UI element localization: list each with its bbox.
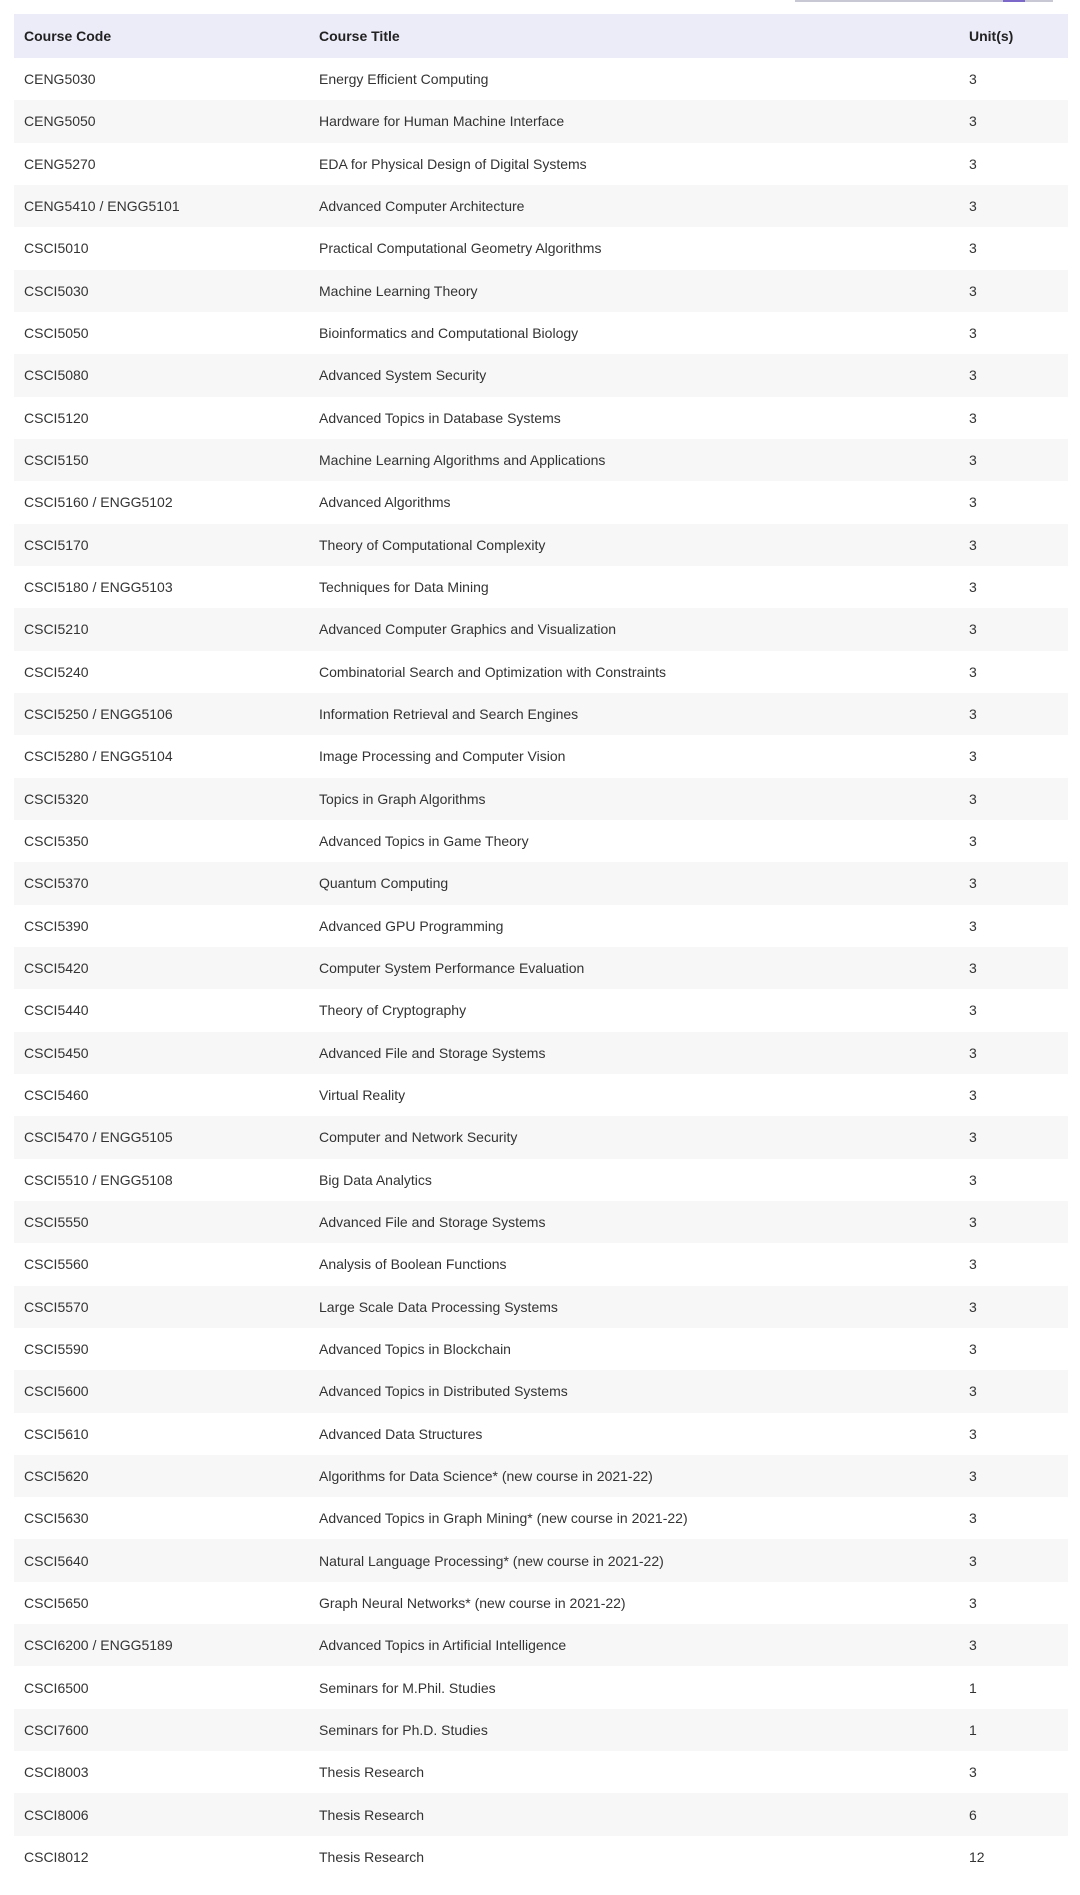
table-row [14,1032,1068,1074]
course-title-cell: Thesis Research [319,1764,425,1781]
course-units-cell: 3 [959,524,1068,566]
course-code-cell: CENG5410 / ENGG5101 [14,185,309,227]
table-row [14,100,1068,142]
course-title-cell: Advanced Topics in Blockchain [319,1341,511,1357]
course-title-cell: Advanced Topics in Graph Mining* (new course in 2021-22) [319,1510,688,1527]
course-code-cell: CSCI5180 / ENGG5103 [24,579,173,596]
course-code-cell: CSCI7600 [14,1709,309,1751]
course-units-cell: 3 [959,354,1068,396]
course-units-cell: 3 [969,833,977,850]
course-code-cell: CSCI5280 / ENGG5104 [24,748,173,765]
course-title-cell: Bioinformatics and Computational Biology [319,325,579,342]
course-code-cell: CSCI5640 [14,1539,309,1581]
course-code-cell: CSCI5160 / ENGG5102 [24,494,173,511]
course-units-cell: 3 [969,1425,977,1442]
table-row [14,1836,1068,1878]
course-code-cell: CSCI5320 [14,778,309,820]
table-row [14,1201,1068,1243]
table-row [14,566,1068,608]
course-code-cell: CSCI5390 [24,917,89,934]
course-title-cell: Advanced System Security [309,354,959,396]
course-title-cell: Advanced File and Storage Systems [309,1201,959,1243]
course-title-cell: Advanced Topics in Artificial Intelligence [309,1624,959,1666]
table-row [14,862,1068,904]
course-code-cell: CSCI5460 [24,1087,89,1104]
course-code-cell: CSCI5570 [14,1286,309,1328]
header-row [14,14,1068,58]
course-units-cell: 3 [959,1116,1068,1158]
course-table [14,14,1068,1878]
course-units-cell: 3 [959,1286,1068,1328]
course-code-cell: CSCI5210 [14,608,309,650]
table-row [14,1286,1068,1328]
table-row [14,1159,1068,1201]
table-body [14,58,1068,1878]
course-units-cell: 3 [959,693,1068,735]
header-course-code: Course Code [14,14,309,58]
course-title-cell: Computer System Performance Evaluation [309,947,959,989]
table-row [14,1666,1068,1708]
course-units-cell: 3 [959,1539,1068,1581]
course-units-cell: 3 [969,748,977,765]
table-row [14,1370,1068,1412]
course-title-cell: Thesis Research [319,1848,425,1865]
course-code-cell: CSCI5170 [14,524,309,566]
table-row [14,608,1068,650]
course-code-cell: CSCI5620 [14,1455,309,1497]
table-row [14,1116,1068,1158]
table-row [14,735,1068,777]
course-title-cell: Advanced Topics in Distributed Systems [309,1370,959,1412]
header-course-title: Course Title [309,14,959,58]
table-row [14,820,1068,862]
table-row [14,1243,1068,1285]
header-units: Unit(s) [959,14,1068,58]
course-units-cell: 1 [969,1679,977,1696]
course-title-cell: Graph Neural Networks* (new course in 2021-22) [319,1594,626,1611]
course-code-cell: CSCI6500 [24,1679,89,1696]
course-units-cell: 3 [969,1510,977,1527]
table-row [14,1539,1068,1581]
table-row [14,312,1068,354]
course-units-cell: 3 [969,409,977,426]
course-units-cell: 3 [969,155,977,172]
course-title-cell: Hardware for Human Machine Interface [309,100,959,142]
table-row [14,778,1068,820]
course-code-cell: CSCI5510 / ENGG5108 [24,1171,173,1188]
course-title-cell: Big Data Analytics [319,1171,432,1188]
table-row [14,185,1068,227]
table-row [14,354,1068,396]
course-code-cell: CSCI5550 [14,1201,309,1243]
course-units-cell: 3 [959,947,1068,989]
course-units-cell: 3 [969,663,977,680]
course-title-cell: Machine Learning Algorithms and Applications [309,439,959,481]
course-title-cell: EDA for Physical Design of Digital Systems [319,155,587,172]
course-title-cell: Computer and Network Security [309,1116,959,1158]
course-code-cell: CENG5050 [14,100,309,142]
course-units-cell: 6 [959,1793,1068,1835]
table-row [14,1455,1068,1497]
table-row [14,1709,1068,1751]
course-units-cell: 3 [969,494,977,511]
table-row [14,1497,1068,1539]
course-units-cell: 3 [959,608,1068,650]
course-title-cell: Image Processing and Computer Vision [319,748,566,765]
course-units-cell: 3 [959,1201,1068,1243]
course-code-cell: CENG5270 [24,155,96,172]
course-units-cell: 3 [959,1370,1068,1412]
table-row [14,1751,1068,1793]
course-units-cell: 12 [969,1848,985,1865]
course-units-cell: 3 [959,439,1068,481]
table-row [14,270,1068,312]
course-code-cell: CSCI5120 [24,409,89,426]
course-units-cell: 1 [959,1709,1068,1751]
course-title-cell: Advanced GPU Programming [319,917,504,934]
course-code-cell: CSCI5370 [14,862,309,904]
table-row [14,1624,1068,1666]
course-code-cell: CSCI5600 [14,1370,309,1412]
course-units-cell: 3 [969,1256,977,1273]
course-title-cell: Topics in Graph Algorithms [309,778,959,820]
course-units-cell: 3 [959,270,1068,312]
course-code-cell: CSCI5080 [14,354,309,396]
table-row [14,947,1068,989]
table-row [14,1793,1068,1835]
course-code-cell: CSCI5350 [24,833,89,850]
table-row [14,1413,1068,1455]
course-units-cell: 3 [969,579,977,596]
course-units-cell: 3 [969,1171,977,1188]
course-title-cell: Advanced Data Structures [319,1425,483,1442]
course-code-cell: CSCI8012 [24,1848,89,1865]
course-code-cell: CSCI8003 [24,1764,89,1781]
course-title-cell: Energy Efficient Computing [319,71,489,88]
course-title-cell: Combinatorial Search and Optimization with Constraints [319,663,667,680]
course-title-cell: Theory of Cryptography [319,1002,467,1019]
course-code-cell: CSCI5650 [24,1594,89,1611]
table-row [14,693,1068,735]
course-title-cell: Advanced File and Storage Systems [309,1032,959,1074]
course-title-cell: Information Retrieval and Search Engines [309,693,959,735]
course-title-cell: Advanced Topics in Game Theory [319,833,529,850]
course-units-cell: 3 [959,1032,1068,1074]
course-units-cell: 3 [959,185,1068,227]
course-title-cell: Seminars for Ph.D. Studies [309,1709,959,1751]
course-units-cell: 3 [959,778,1068,820]
course-code-cell: CSCI5630 [24,1510,89,1527]
course-code-cell: CSCI6200 / ENGG5189 [14,1624,309,1666]
course-code-cell: CSCI5440 [24,1002,89,1019]
table-row [14,651,1068,693]
course-units-cell: 3 [959,100,1068,142]
course-title-cell: Advanced Computer Architecture [309,185,959,227]
table-row [14,1328,1068,1370]
course-title-cell: Techniques for Data Mining [319,579,489,596]
course-code-cell: CSCI5470 / ENGG5105 [14,1116,309,1158]
course-title-cell: Seminars for M.Phil. Studies [319,1679,496,1696]
table-row [14,143,1068,185]
table-row [14,439,1068,481]
table-row [14,58,1068,100]
course-title-cell: Quantum Computing [309,862,959,904]
course-units-cell: 3 [959,1455,1068,1497]
course-code-cell: CSCI5010 [24,240,89,257]
course-title-cell: Theory of Computational Complexity [309,524,959,566]
course-title-cell: Machine Learning Theory [309,270,959,312]
course-units-cell: 3 [969,1764,977,1781]
course-units-cell: 3 [969,71,977,88]
table-row [14,481,1068,523]
table-row [14,1582,1068,1624]
course-code-cell: CSCI5030 [14,270,309,312]
course-units-cell: 3 [969,1002,977,1019]
course-code-cell: CSCI8006 [14,1793,309,1835]
course-units-cell: 3 [969,1087,977,1104]
course-title-cell: Advanced Computer Graphics and Visualization [309,608,959,650]
course-code-cell: CSCI5050 [24,325,89,342]
course-code-cell: CSCI5420 [14,947,309,989]
table-row [14,524,1068,566]
course-title-cell: Algorithms for Data Science* (new course in 2021-22) [309,1455,959,1497]
course-title-cell: Thesis Research [309,1793,959,1835]
table-row [14,1074,1068,1116]
course-units-cell: 3 [969,1594,977,1611]
course-code-cell: CSCI5240 [24,663,89,680]
course-code-cell: CSCI5150 [14,439,309,481]
table-row [14,227,1068,269]
course-units-cell: 3 [969,917,977,934]
course-units-cell: 3 [969,1341,977,1357]
table-header [14,14,1068,58]
course-title-cell: Practical Computational Geometry Algorithms [319,240,602,257]
course-code-cell: CSCI5560 [24,1256,89,1273]
course-title-cell: Analysis of Boolean Functions [319,1256,507,1273]
table-row [14,905,1068,947]
course-code-cell: CSCI5610 [24,1425,89,1442]
course-title-cell: Natural Language Processing* (new course in 2021-22) [309,1539,959,1581]
course-code-cell: CSCI5590 [24,1341,89,1357]
course-title-cell: Virtual Reality [319,1087,406,1104]
course-title-cell: Advanced Topics in Database Systems [319,409,561,426]
course-units-cell: 3 [959,1624,1068,1666]
course-code-cell: CSCI5450 [14,1032,309,1074]
course-units-cell: 3 [959,862,1068,904]
course-units-cell: 3 [969,240,977,257]
course-units-cell: 3 [969,325,977,342]
course-code-cell: CSCI5250 / ENGG5106 [14,693,309,735]
course-title-cell: Advanced Algorithms [319,494,451,511]
course-title-cell: Large Scale Data Processing Systems [309,1286,959,1328]
course-code-cell: CENG5030 [24,71,96,88]
top-scroll-thumb[interactable] [1003,0,1025,2]
table-row [14,397,1068,439]
table-row [14,989,1068,1031]
